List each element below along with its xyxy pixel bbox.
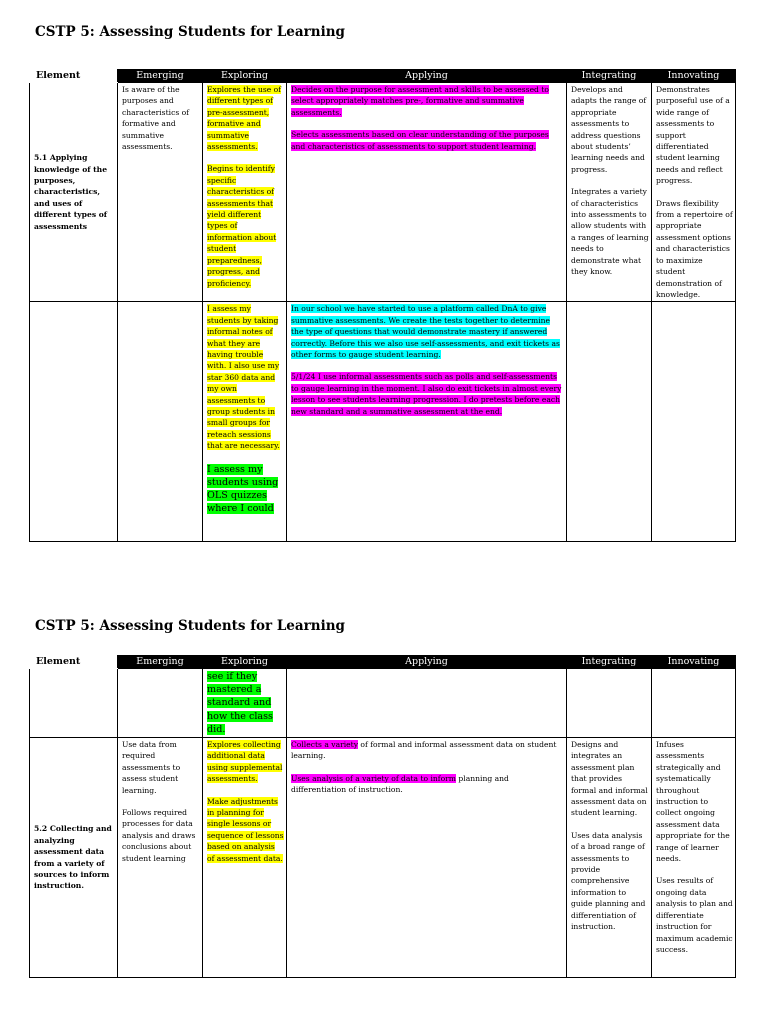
table-row xyxy=(30,83,736,302)
applying-text-2 xyxy=(291,773,564,796)
applying-highlight-1: Collects a variety xyxy=(291,740,359,750)
applying-cell-empty xyxy=(287,669,567,738)
innovating-text-2: Uses results of ongoing data analysis to plan and differentiate instruction for maximum academic success. xyxy=(656,876,733,954)
applying-rest-2: planning and differentiation of instruction. xyxy=(291,773,509,795)
applying-cell xyxy=(287,302,567,542)
col-header-element: Element xyxy=(30,70,118,83)
table-row xyxy=(30,669,736,738)
reflection-text-3[interactable]: In our school we have started to use a platform called DnA to give summative assessments. We create the tests together to determine the type of questions that would demonstrate mastery if answered correctly. Before this we also use self-assessments, and exit tickets as other forms to gauge student learning. xyxy=(291,304,560,359)
table-row xyxy=(30,302,736,542)
applying-highlight-2: Uses analysis of a variety of data to inform xyxy=(291,773,457,783)
exploring-text-1: Explores the use of different types of pre-assessment, formative and summative assessments. xyxy=(207,85,282,152)
integrating-cell xyxy=(567,738,652,978)
col-header-exploring: Exploring xyxy=(203,656,287,669)
exploring-text-1: Explores collecting additional data using supplemental assessments. xyxy=(207,740,283,784)
integrating-text-1: Designs and integrates an assessment plan that provides formal and informal assessment data on student learning. xyxy=(571,740,648,818)
page-title-2: CSTP 5: Assessing Students for Learning xyxy=(35,618,345,634)
col-header-exploring: Exploring xyxy=(203,70,287,83)
col-header-innovating: Innovating xyxy=(652,70,736,83)
emerging-text-1: Use data from required assessments to assess student learning. xyxy=(122,740,181,795)
exploring-text-2: Make adjustments in planning for single lessons or sequence of lessons based on analysis of assessment data. xyxy=(207,796,284,863)
exploring-cell xyxy=(203,669,287,738)
emerging-cell xyxy=(118,738,203,978)
innovating-text-1: Demonstrates purposeful use of a wide range of assessments to support differentiated student learning needs and reflect progress. xyxy=(656,85,730,186)
rubric-table-2 xyxy=(29,655,736,978)
col-header-applying: Applying xyxy=(287,70,567,83)
element-cell-empty xyxy=(30,302,118,542)
innovating-cell-empty xyxy=(652,302,736,542)
applying-cell xyxy=(287,738,567,978)
element-cell-5-2: 5.2 Collecting and analyzing assessment data from a variety of sources to inform instruction. xyxy=(30,738,118,978)
reflection-text-continued[interactable]: see if they mastered a standard and how the class did. xyxy=(207,671,273,735)
applying-cell xyxy=(287,83,567,302)
innovating-cell xyxy=(652,83,736,302)
emerging-text-2: Follows required processes for data analysis and draws conclusions about student learning xyxy=(122,808,196,863)
exploring-text-2: Begins to identify specific characteristics of assessments that yield different types of information about student preparedness, progress, and proficiency. xyxy=(207,164,277,288)
exploring-cell xyxy=(203,738,287,978)
innovating-cell xyxy=(652,738,736,978)
emerging-cell-empty xyxy=(118,302,203,542)
integrating-text-2: Uses data analysis of a broad range of assessments to provide comprehensive information to guide planning and differentiation of instruction. xyxy=(571,830,646,932)
applying-text-1: Decides on the purpose for assessment and skills to be assessed to select appropriately matches pre-, formative and summative assessments. xyxy=(291,85,549,117)
col-header-integrating: Integrating xyxy=(567,656,652,669)
applying-text-2: Selects assessments based on clear understanding of the purposes and characteristics of assessments to support student learning. xyxy=(291,130,549,151)
reflection-text-2[interactable]: I assess my students using OLS quizzes where I could xyxy=(207,463,279,515)
col-header-emerging: Emerging xyxy=(118,656,203,669)
page-title-1: CSTP 5: Assessing Students for Learning xyxy=(35,24,345,40)
integrating-cell xyxy=(567,83,652,302)
integrating-cell-empty xyxy=(567,669,652,738)
integrating-text-1: Develops and adapts the range of appropriate assessments to address questions about students’ learning needs and progress. xyxy=(571,85,647,174)
col-header-innovating: Innovating xyxy=(652,656,736,669)
rubric-table-1 xyxy=(29,69,736,542)
col-header-applying: Applying xyxy=(287,656,567,669)
emerging-text: Is aware of the purposes and characteristics of formative and summative assessments. xyxy=(122,85,190,152)
reflection-text-4[interactable]: 5/1/24 I use informal assessments such as polls and self-assessments to gauge learning in the moment. I also do exit tickets in almost every lesson to see students learning progression. I do pretests before each new standard and a summative assessment at the end. xyxy=(291,372,562,416)
exploring-cell xyxy=(203,83,287,302)
integrating-text-2: Integrates a variety of characteristics into assessments to allow students with a ranges of learning needs to demonstrate what they know. xyxy=(571,187,649,277)
col-header-integrating: Integrating xyxy=(567,70,652,83)
table-header-row xyxy=(30,70,736,83)
emerging-cell xyxy=(118,83,203,302)
exploring-cell xyxy=(203,302,287,542)
innovating-text-1: Infuses assessments strategically and systematically throughout instruction to collect ongoing assessment data appropriate for the range of learner needs. xyxy=(656,740,730,864)
innovating-cell-empty xyxy=(652,669,736,738)
table-row xyxy=(30,738,736,978)
reflection-text-1[interactable]: I assess my students by taking informal notes of what they are having trouble with. I also use my star 360 data and my own assessments to group students in small groups for reteach sessions that are necessary. xyxy=(207,304,280,451)
col-header-element: Element xyxy=(30,656,118,669)
integrating-cell-empty xyxy=(567,302,652,542)
col-header-emerging: Emerging xyxy=(118,70,203,83)
emerging-cell-empty xyxy=(118,669,203,738)
element-cell-empty xyxy=(30,669,118,738)
applying-text-1 xyxy=(291,739,564,762)
table-header-row xyxy=(30,656,736,669)
element-cell-5-1: 5.1 Applying knowledge of the purposes, characteristics, and uses of different types of assessments xyxy=(30,83,118,302)
applying-rest-1: of formal and informal assessment data on student learning. xyxy=(291,740,557,761)
innovating-text-2: Draws flexibility from a repertoire of appropriate assessment options and characteristics to maximize student demonstration of knowledge. xyxy=(656,198,733,299)
